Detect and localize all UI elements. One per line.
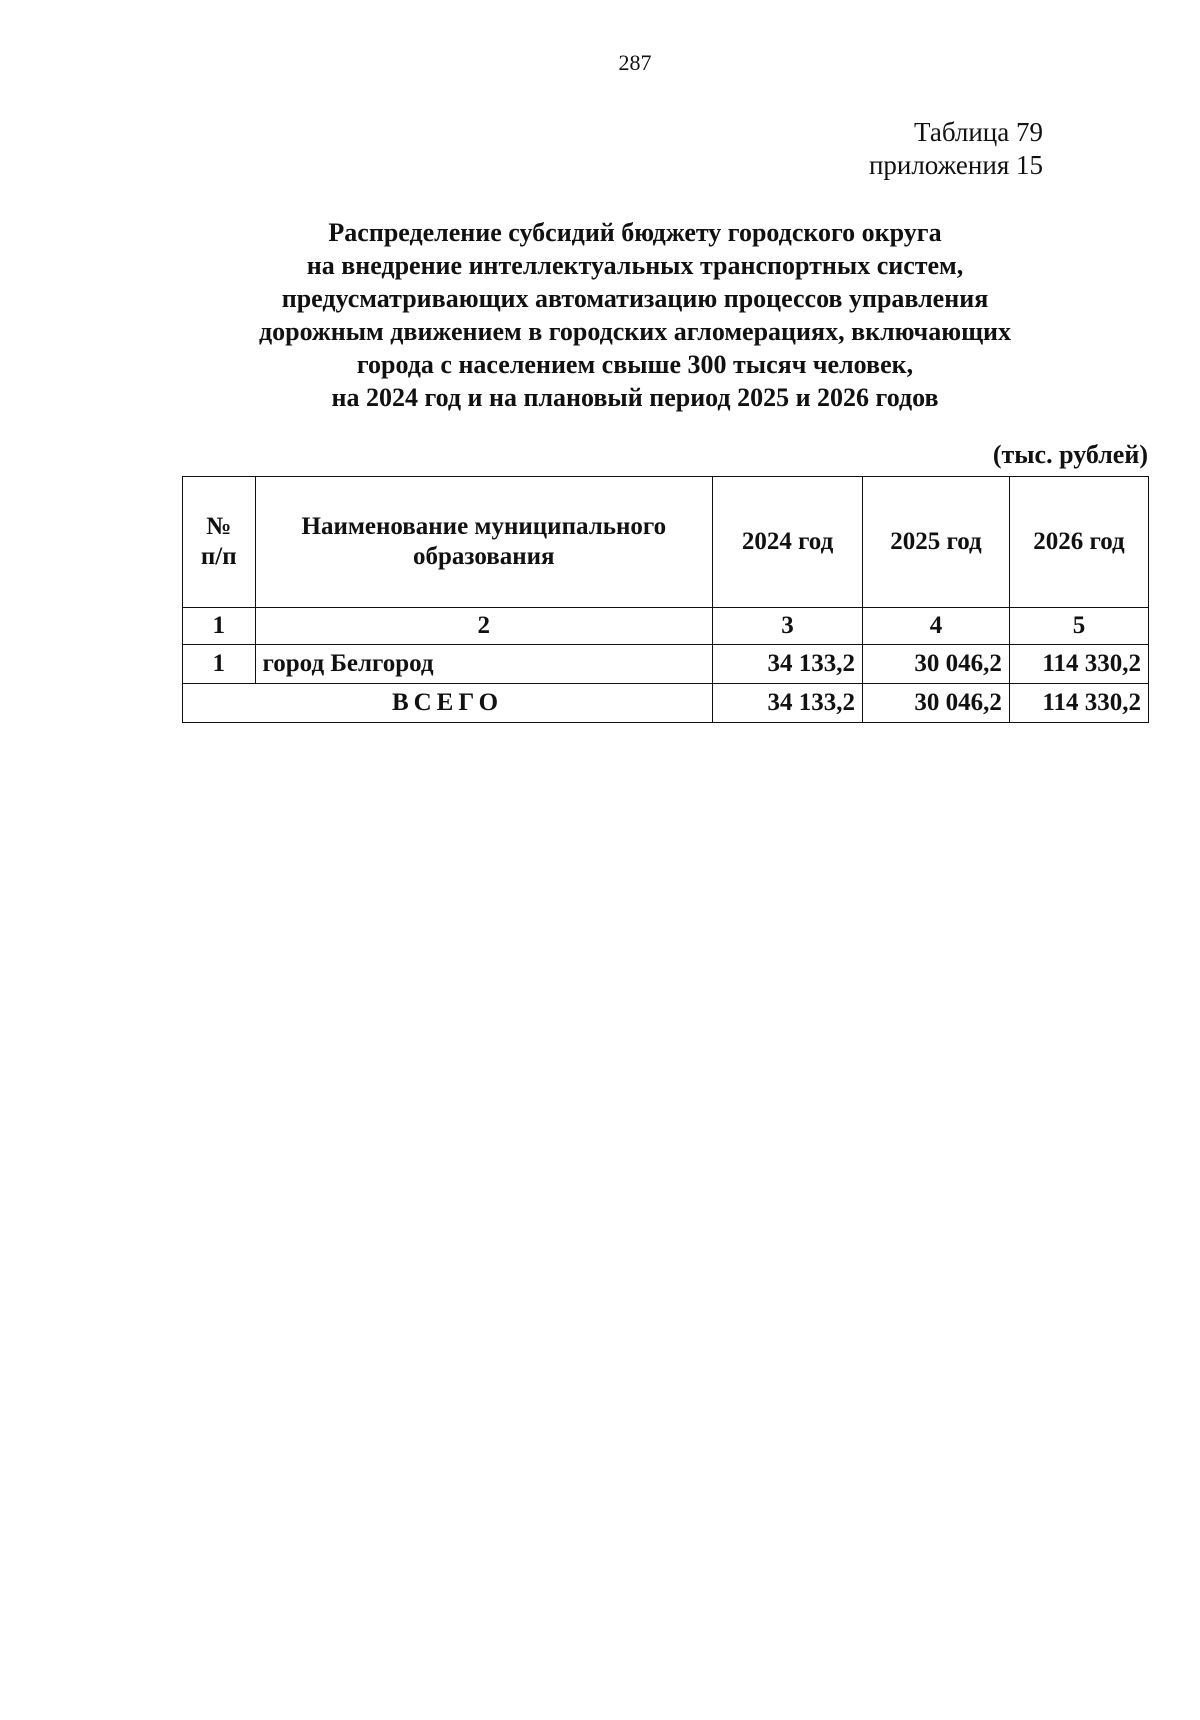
units-label: (тыс. рублей) bbox=[992, 440, 1148, 469]
title-line: Распределение субсидий бюджету городского округа bbox=[328, 218, 942, 247]
title-line: дорожным движением в городских агломерациях, включающих bbox=[258, 317, 1012, 346]
header-name bbox=[255, 477, 713, 608]
total-label: ВСЕГО bbox=[183, 684, 713, 723]
table-row bbox=[183, 645, 1149, 684]
document-title bbox=[170, 216, 1100, 414]
column-index-cell: 1 bbox=[183, 608, 256, 645]
header-num-line1: № bbox=[206, 513, 232, 540]
title-line: предусматривающих автоматизацию процессов управления bbox=[281, 284, 989, 313]
table-ref-line2: приложения 15 bbox=[868, 150, 1043, 180]
column-index-cell: 4 bbox=[862, 608, 1009, 645]
title-line: города с населением свыше 300 тысяч человек, bbox=[356, 350, 914, 379]
subsidy-table bbox=[182, 476, 1149, 723]
header-2025: 2025 год bbox=[862, 477, 1009, 608]
title-line: на внедрение интеллектуальных транспортных систем, bbox=[306, 251, 964, 280]
row-2026-value: 114 330,2 bbox=[1009, 645, 1148, 684]
header-row bbox=[183, 477, 1149, 608]
table-reference bbox=[869, 116, 1043, 182]
row-name: город Белгород bbox=[255, 645, 713, 684]
column-index-cell: 3 bbox=[713, 608, 863, 645]
header-name-line1: Наименование муниципального bbox=[301, 513, 667, 540]
row-num: 1 bbox=[183, 645, 256, 684]
column-index-cell: 5 bbox=[1009, 608, 1148, 645]
header-num bbox=[183, 477, 256, 608]
title-line: на 2024 год и на плановый период 2025 и 2026 годов bbox=[331, 383, 939, 412]
column-index-row bbox=[183, 608, 1149, 645]
header-2026: 2026 год bbox=[1009, 477, 1148, 608]
total-2024-value: 34 133,2 bbox=[713, 684, 863, 723]
page-number: 287 bbox=[618, 50, 652, 75]
total-2026-value: 114 330,2 bbox=[1009, 684, 1148, 723]
column-index-cell: 2 bbox=[255, 608, 713, 645]
row-2025-value: 30 046,2 bbox=[862, 645, 1009, 684]
header-2024: 2024 год bbox=[713, 477, 863, 608]
header-num-line2: п/п bbox=[200, 543, 237, 570]
table-ref-line1: Таблица 79 bbox=[914, 117, 1043, 147]
total-row bbox=[183, 684, 1149, 723]
total-2025-value: 30 046,2 bbox=[862, 684, 1009, 723]
row-2024-value: 34 133,2 bbox=[713, 645, 863, 684]
header-name-line2: образования bbox=[413, 543, 555, 570]
